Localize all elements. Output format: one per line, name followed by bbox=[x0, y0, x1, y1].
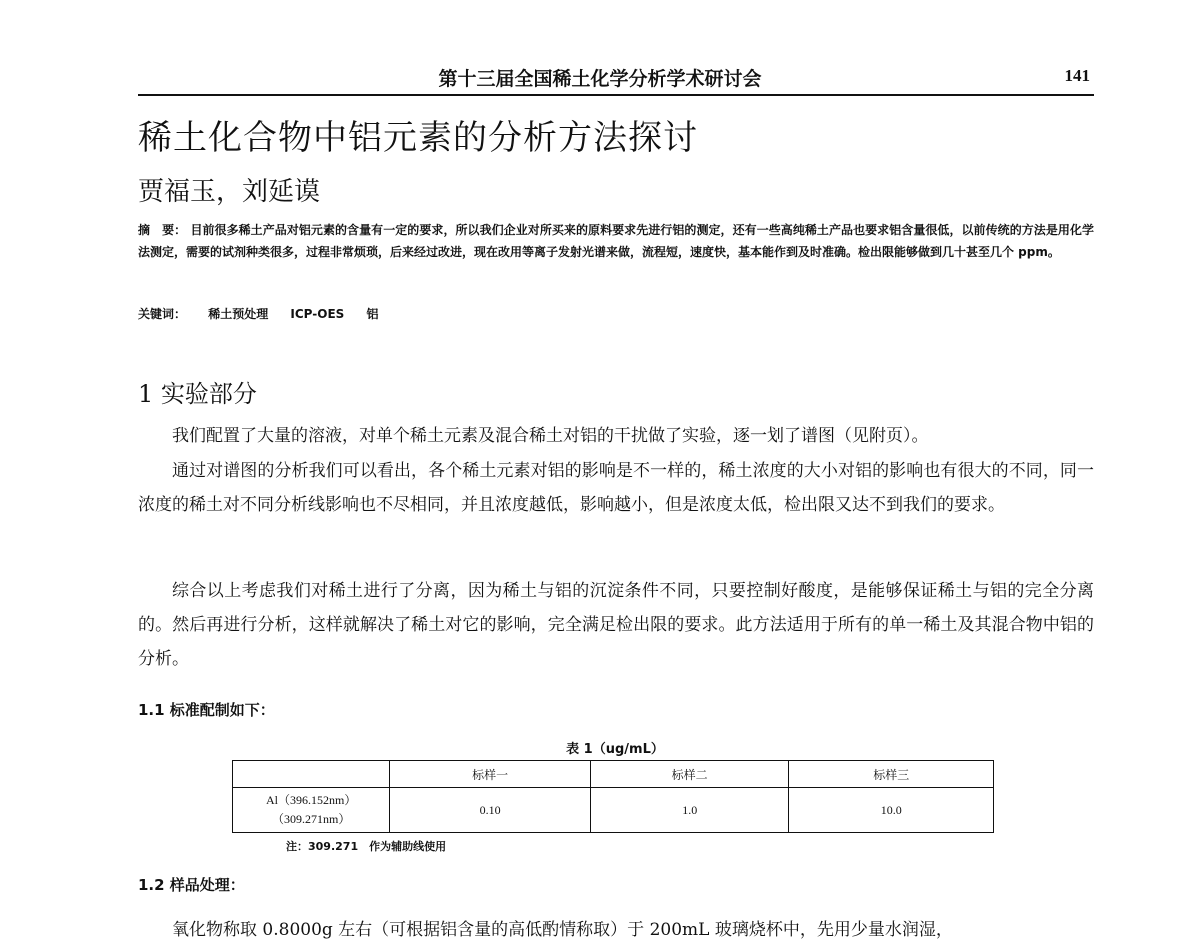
table-header-cell bbox=[233, 761, 390, 788]
table-header-row bbox=[233, 761, 994, 788]
body-paragraph: 通过对谱图的分析我们可以看出，各个稀土元素对铝的影响是不一样的，稀土浓度的大小对铝的影响也有很大的不同，同一浓度的稀土对不同分析线影响也不尽相同，并且浓度越低，影响越小，但是浓度太低，检出限又达不到我们的要求。 bbox=[138, 461, 1094, 515]
table-cell: 1.0 bbox=[590, 788, 789, 833]
page-number: 141 bbox=[1064, 66, 1090, 85]
abstract-text: 目前很多稀土产品对铝元素的含量有一定的要求，所以我们企业对所买来的原料要求先进行铝的测定，还有一些高纯稀土产品也要求铝含量很低，以前传统的方法是用化学法测定，需要的试剂种类很多，过程非常烦琐，后来经过改进，现在改用等离子发射光谱来做，流程短，速度快，基本能作到及时准确。检出限能够做到几十甚至几个 ppm。 bbox=[138, 223, 1094, 259]
table-cell: 10.0 bbox=[789, 788, 994, 833]
table-caption: 表 1（ug/mL） bbox=[566, 742, 664, 757]
table-row-label bbox=[233, 788, 390, 833]
row-label-line: Al（396.152nm） bbox=[266, 793, 357, 807]
keywords-label: 关键词： bbox=[138, 307, 187, 321]
conference-title: 第十三届全国稀土化学分析学术研讨会 bbox=[438, 68, 762, 90]
subsection-heading: 1.1 标准配制如下： bbox=[138, 701, 275, 719]
standards-table bbox=[232, 760, 994, 833]
abstract bbox=[138, 219, 1094, 263]
section-heading: 1 实验部分 bbox=[138, 380, 257, 408]
keyword-item: 稀土预处理 bbox=[208, 307, 269, 321]
row-label-line: （309.271nm） bbox=[272, 812, 351, 826]
table-cell: 0.10 bbox=[390, 788, 591, 833]
table-header-cell: 标样一 bbox=[390, 761, 591, 788]
paper-authors: 贾福玉，刘延谟 bbox=[138, 177, 321, 207]
table-row bbox=[233, 788, 994, 833]
body-paragraph: 综合以上考虑我们对稀土进行了分离，因为稀土与铝的沉淀条件不同，只要控制好酸度，是能够保证稀土与铝的完全分离的。然后再进行分析，这样就解决了稀土对它的影响，完全满足检出限的要求。此方法适用于所有的单一稀土及其混合物中铝的分析。 bbox=[138, 581, 1094, 669]
table-header-cell: 标样二 bbox=[590, 761, 789, 788]
abstract-label: 摘 要： bbox=[138, 223, 187, 237]
subsection-heading: 1.2 样品处理： bbox=[138, 876, 245, 894]
body-paragraph: 氧化物称取 0.8000g 左右（可根据铝含量的高低酌情称取）于 200mL 玻璃烧杯中，先用少量水润湿， bbox=[172, 920, 953, 940]
table-header-cell: 标样三 bbox=[789, 761, 994, 788]
body-paragraph: 我们配置了大量的溶液，对单个稀土元素及混合稀土对铝的干扰做了实验，逐一划了谱图（见附页）。 bbox=[172, 426, 929, 446]
running-header bbox=[138, 64, 1094, 96]
paper-title: 稀土化合物中铝元素的分析方法探讨 bbox=[138, 118, 698, 158]
table-note: 注：309.271 作为辅助线使用 bbox=[286, 840, 447, 853]
keyword-item: ICP-OES bbox=[290, 307, 345, 321]
keywords bbox=[138, 305, 379, 322]
keyword-item: 铝 bbox=[366, 307, 379, 321]
